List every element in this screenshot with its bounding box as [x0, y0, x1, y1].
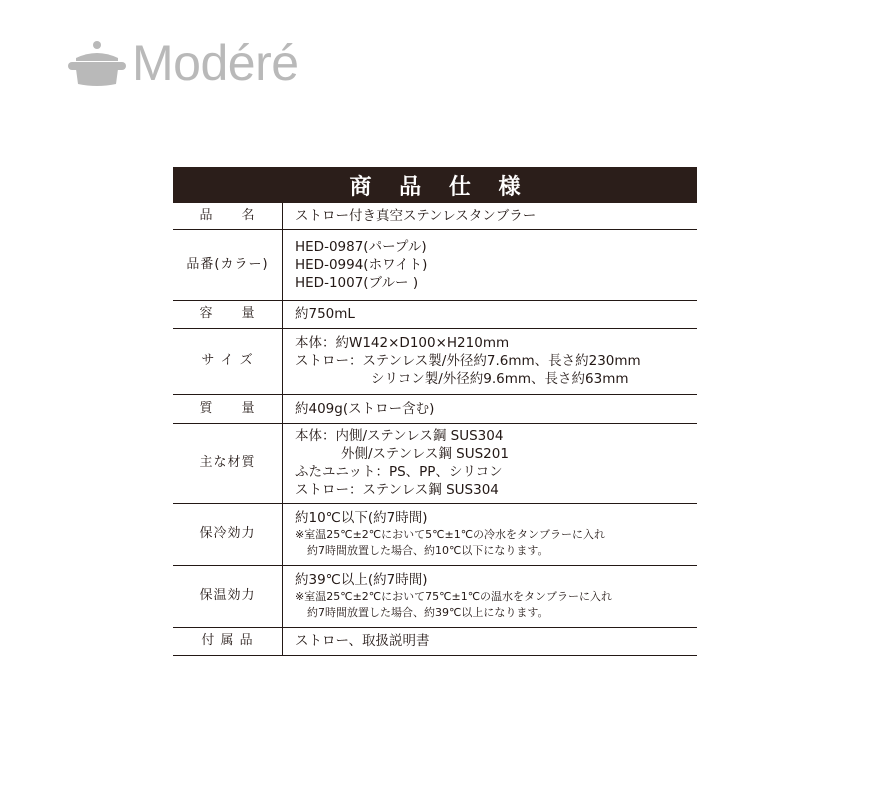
row-label: サ イ ズ	[173, 328, 283, 394]
row-label: 付 属 品	[173, 627, 283, 655]
row-label: 保冷効力	[173, 503, 283, 565]
row-value: 約10℃以下(約7時間) ※室温25℃±2℃において5℃±1℃の冷水をタンブラーに入れ 約7時間放置した場合、約10℃以下になります。	[283, 503, 698, 565]
table-row	[173, 565, 697, 627]
spec-rows	[173, 203, 697, 656]
row-value: 本体：約W142×D100×H210mm ストロー：ステンレス製/外径約7.6mm、長さ約230mm シリコン製/外径約9.6mm、長さ約63mm	[283, 328, 698, 394]
table-row	[173, 229, 697, 300]
table-row	[173, 503, 697, 565]
row-value: HED-0987(パープル) HED-0994(ホワイト) HED-1007(ブルー )	[283, 229, 698, 300]
row-label: 品番(カラー)	[173, 229, 283, 300]
row-label: 保温効力	[173, 565, 283, 627]
table-row	[173, 627, 697, 655]
row-value: 約409g(ストロー含む)	[283, 394, 698, 423]
table-row	[173, 394, 697, 423]
row-label: 質 量	[173, 394, 283, 423]
spec-table	[173, 167, 697, 656]
table-row	[173, 328, 697, 394]
row-label: 主な材質	[173, 423, 283, 503]
row-value: 約750mL	[283, 300, 698, 328]
table-row	[173, 300, 697, 328]
spec-title-bar	[173, 167, 697, 203]
brand-name: Modéré	[132, 35, 299, 91]
pot-icon	[66, 38, 128, 88]
spec-title: 商 品 仕 様	[349, 174, 531, 200]
brand-logo	[66, 36, 299, 90]
table-row	[173, 203, 697, 229]
row-value: 約39℃以上(約7時間) ※室温25℃±2℃において75℃±1℃の温水をタンブラーに入れ 約7時間放置した場合、約39℃以上になります。	[283, 565, 698, 627]
row-value: 本体：内側/ステンレス鋼 SUS304 外側/ステンレス鋼 SUS201 ふたユニット：PS、PP、シリコン ストロー：ステンレス鋼 SUS304	[283, 423, 698, 503]
row-value: ストロー、取扱説明書	[283, 627, 698, 655]
row-label: 容 量	[173, 300, 283, 328]
table-row	[173, 423, 697, 503]
row-label: 品 名	[173, 203, 283, 229]
row-value: ストロー付き真空ステンレスタンブラー	[283, 203, 698, 229]
